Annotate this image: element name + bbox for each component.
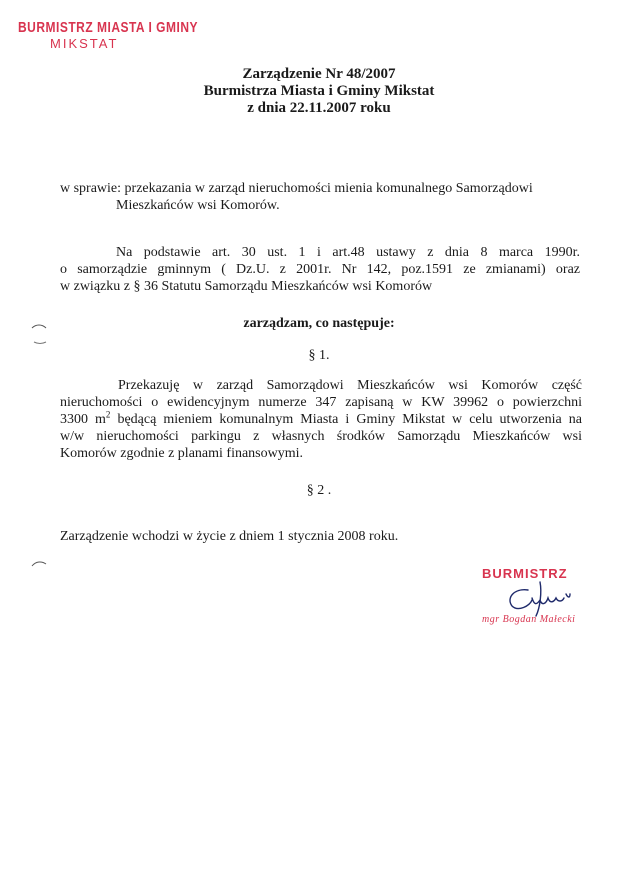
decision-heading: zarządzam, co następuje: (243, 316, 395, 331)
signature-stamp (470, 566, 630, 646)
section-1-line-3 (60, 411, 582, 428)
section-1-line-2: nieruchomości o ewidencyjnym numerze 347 zapisaną w KW 39962 o powierzchni (60, 395, 582, 410)
subject-paragraph (60, 180, 580, 214)
section-1-body (60, 377, 582, 462)
section-2-marker: § 2 . (306, 483, 332, 498)
section-1-line-4: w/w nieruchomości parkingu z własnych środków Samorządu Mieszkańców wsi (60, 429, 582, 444)
stamp-office-line: BURMISTRZ MIASTA I GMINY (18, 18, 198, 36)
subject-line-1: w sprawie: przekazania w zarząd nieruchomości mienia komunalnego Samorządowi (60, 181, 533, 196)
section-1-line-3-rest: będącą mieniem komunalnym Miasta i Gminy Mikstat w celu utworzenia na (110, 412, 582, 427)
title-date: z dnia 22.11.2007 roku (247, 100, 391, 116)
basis-line-1: Na podstawie art. 30 ust. 1 i art.48 ustawy z dnia 8 marca 1990r. (116, 245, 580, 260)
effective-date-text: Zarządzenie wchodzi w życie z dniem 1 stycznia 2008 roku. (60, 529, 399, 544)
signature-name: mgr Bogdan Małecki (482, 614, 576, 625)
hole-punch-mark-icon (30, 556, 50, 570)
legal-basis-paragraph (60, 244, 580, 295)
subject-line-2: Mieszkańców wsi Komorów. (116, 198, 280, 213)
signature-role: BURMISTRZ (482, 566, 568, 581)
hole-punch-mark-icon (30, 318, 50, 348)
section-1-line-5: Komorów zgodnie z planami finansowymi. (60, 446, 304, 461)
section-1-marker: § 1. (308, 348, 330, 363)
document-title (0, 66, 638, 117)
section-1-line-1: Przekazuję w zarząd Samorządowi Mieszkańców wsi Komorów część (118, 378, 582, 393)
area-unit-exponent: 2 (105, 409, 111, 420)
area-value: 3300 m (60, 412, 106, 427)
title-issuer: Burmistrza Miasta i Gminy Mikstat (203, 83, 435, 99)
basis-line-3: w związku z § 36 Statutu Samorządu Mieszkańców wsi Komorów (60, 279, 433, 294)
basis-line-2: o samorządzie gminnym ( Dz.U. z 2001r. Nr 142, poz.1591 ze zmianami) oraz (60, 262, 580, 277)
stamp-town-line: MIKSTAT (50, 36, 119, 51)
title-order-number: Zarządzenie Nr 48/2007 (242, 66, 396, 82)
office-stamp (18, 18, 198, 51)
handwritten-signature-icon (470, 572, 590, 620)
